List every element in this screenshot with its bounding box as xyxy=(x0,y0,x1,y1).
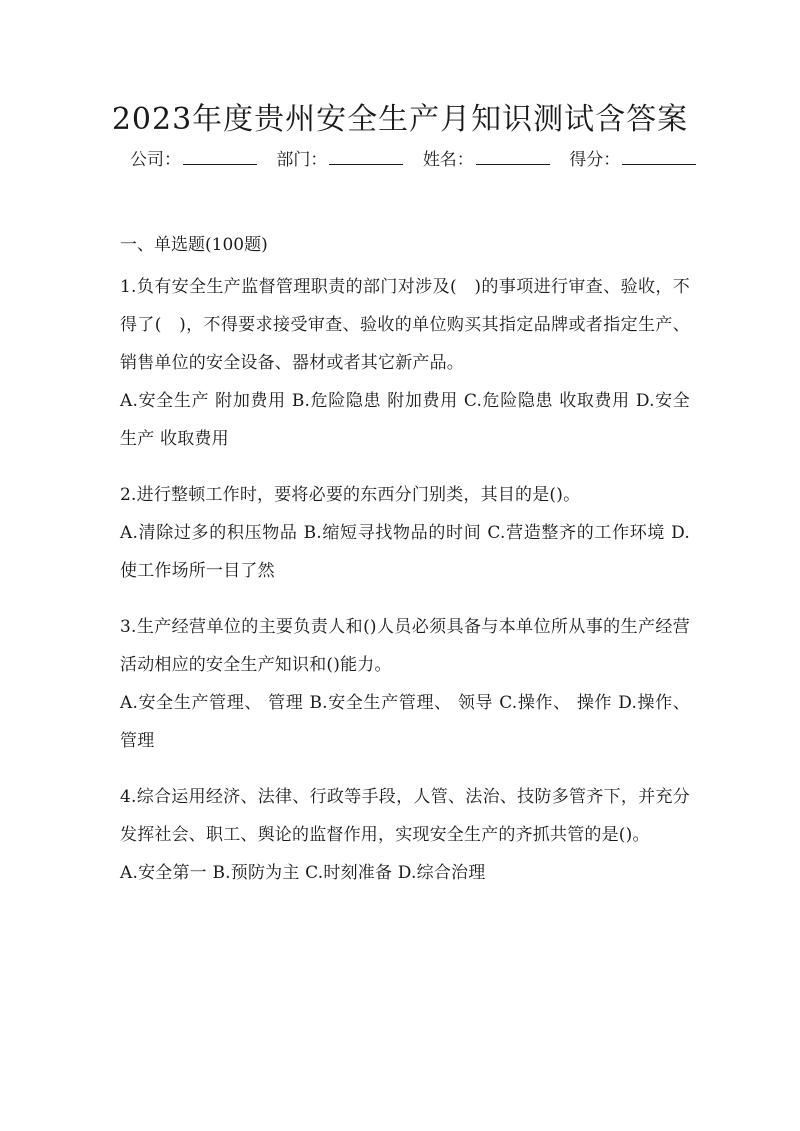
question-options: A.安全生产管理、 管理 B.安全生产管理、 领导 C.操作、 操作 D.操作、 管理 xyxy=(120,693,690,751)
score-blank xyxy=(622,148,696,165)
info-label-department: 部门： xyxy=(276,150,328,170)
info-field-company xyxy=(130,148,257,172)
question-stem: 3.生产经营单位的主要负责人和()人员必须具备与本单位所从事的生产经营活动相应的安全生产知识和()能力。 xyxy=(120,617,690,675)
question-item xyxy=(120,778,690,892)
question-item xyxy=(120,268,690,458)
question-item xyxy=(120,476,690,590)
section-heading: 一、单选题(100题) xyxy=(120,235,268,255)
info-label-name: 姓名： xyxy=(422,150,474,170)
company-blank xyxy=(183,148,257,165)
info-field-department xyxy=(276,148,403,172)
info-label-company: 公司： xyxy=(130,150,181,170)
info-label-score: 得分： xyxy=(569,150,621,170)
question-stem: 1.负有安全生产监督管理职责的部门对涉及( )的事项进行审查、验收，不得了( )，不得要求接受审查、验收的单位购买其指定品牌或者指定生产、销售单位的安全设备、器材或者其它新产品。 xyxy=(120,277,690,373)
name-blank xyxy=(476,148,550,165)
question-list xyxy=(120,268,690,910)
question-options: A.安全第一 B.预防为主 C.时刻准备 D.综合治理 xyxy=(120,863,486,883)
question-options: A.安全生产 附加费用 B.危险隐患 附加费用 C.危险隐患 收取费用 D.安全生产 收取费用 xyxy=(120,391,690,449)
document-title: 2023年度贵州安全生产月知识测试含答案 xyxy=(111,102,689,137)
question-options: A.清除过多的积压物品 B.缩短寻找物品的时间 C.营造整齐的工作环境 D.使工作场所一目了然 xyxy=(120,523,690,581)
question-stem: 4.综合运用经济、法律、行政等手段，人管、法治、技防多管齐下，并充分发挥社会、职工、舆论的监督作用，实现安全生产的齐抓共管的是()。 xyxy=(120,787,690,845)
info-line xyxy=(130,148,690,172)
info-field-name xyxy=(423,148,550,172)
question-item xyxy=(120,608,690,760)
department-blank xyxy=(329,148,403,165)
question-stem: 2.进行整顿工作时，要将必要的东西分门别类，其目的是()。 xyxy=(120,485,581,505)
info-field-score xyxy=(569,148,696,172)
